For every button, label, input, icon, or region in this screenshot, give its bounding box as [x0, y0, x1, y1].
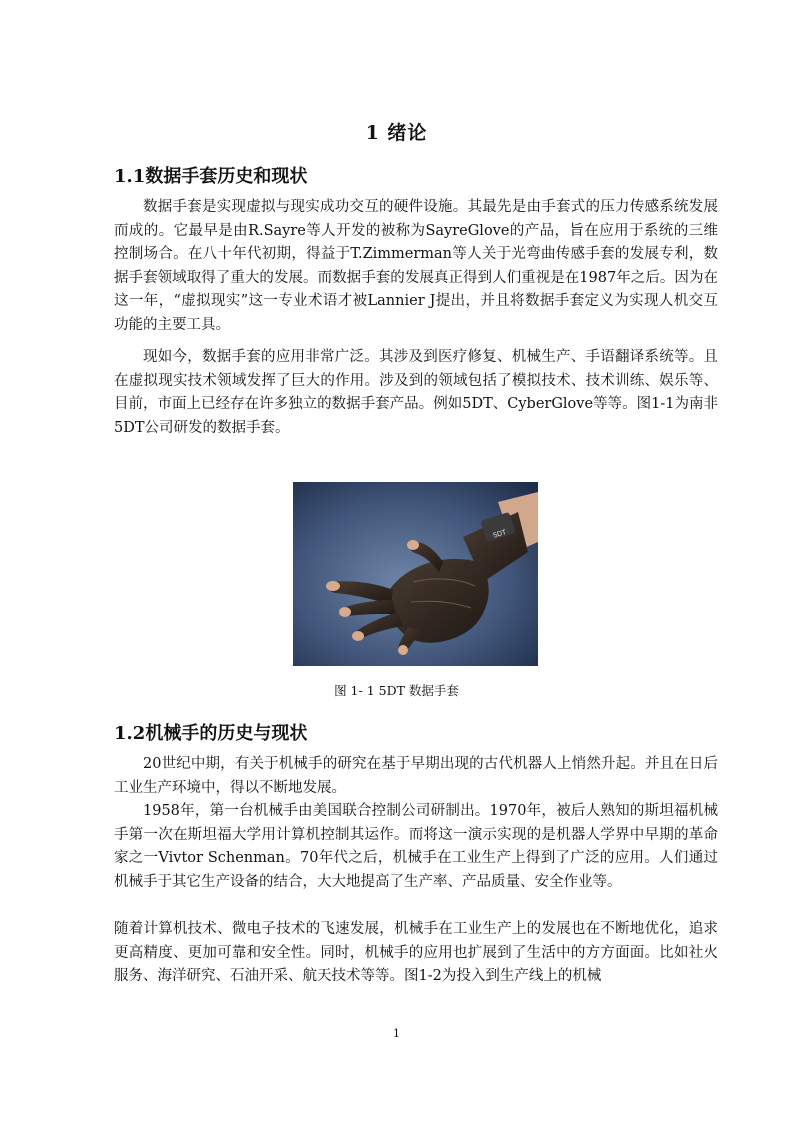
- data-glove-photo: [293, 482, 538, 666]
- paragraph-manipulator-origin: 20世纪中期，有关于机械手的研究在基于早期出现的古代机器人上悄然升起。并且在日后工业生产环境中，得以不断地发展。: [114, 756, 718, 796]
- paragraph-manipulator-history: 1958年，第一台机械手由美国联合控制公司研制出。1970年，被后人熟知的斯坦福机械手第一次在斯坦福大学用计算机控制其运作。而将这一演示实现的是机器人学界中早期的革命家之一Vivtor Schenman。70年代之后，机械手在工业生产上得到了广泛的应用。人们通过机械手于其它生产设备的结合，大大地提高了生产率、产品质量、安全作业等。: [114, 803, 718, 890]
- section-heading-1-2: 1.2机械手的历史与现状: [114, 723, 308, 744]
- chapter-title: 1 绪论: [365, 122, 428, 144]
- wrist-device-label: 5DT: [492, 528, 508, 540]
- paragraph-data-glove-applications: 现如今，数据手套的应用非常广泛。其涉及到医疗修复、机械生产、手语翻译系统等。且在虚拟现实技术领域发挥了巨大的作用。涉及到的领域包括了模拟技术、技术训练、娱乐等、目前，市面上已经存在许多独立的数据手套产品。例如5DT、CyberGlove等等。图1-1为南非5DT公司研发的数据手套。: [114, 349, 718, 436]
- section-heading-1-1: 1.1数据手套历史和现状: [114, 166, 308, 187]
- glove-illustration: [293, 482, 538, 666]
- paragraph-manipulator-development: 随着计算机技术、微电子技术的飞速发展，机械手在工业生产上的发展也在不断地优化，追求更高精度、更加可靠和安全性。同时，机械手的应用也扩展到了生活中的方方面面。比如社火服务、海洋研究、石油开采、航天技术等等。图1-2为投入到生产线上的机械: [114, 921, 718, 985]
- paragraph-data-glove-history: 数据手套是实现虚拟与现实成功交互的硬件设施。其最先是由手套式的压力传感系统发展而成的。它最早是由R.Sayre等人开发的被称为SayreGlove的产品，旨在应用于系统的三维控制场合。在八十年代初期，得益于T.Zimmerman等人关于光弯曲传感手套的发展专利，数据手套领域取得了重大的发展。而数据手套的发展真正得到人们重视是在1987年之后。因为在这一年，“虚拟现实”这一专业术语才被Lannier J提出，并且将数据手套定义为实现人机交互功能的主要工具。: [114, 199, 718, 333]
- page-number: 1: [393, 1027, 400, 1040]
- figure-caption: 图 1- 1 5DT 数据手套: [334, 683, 459, 698]
